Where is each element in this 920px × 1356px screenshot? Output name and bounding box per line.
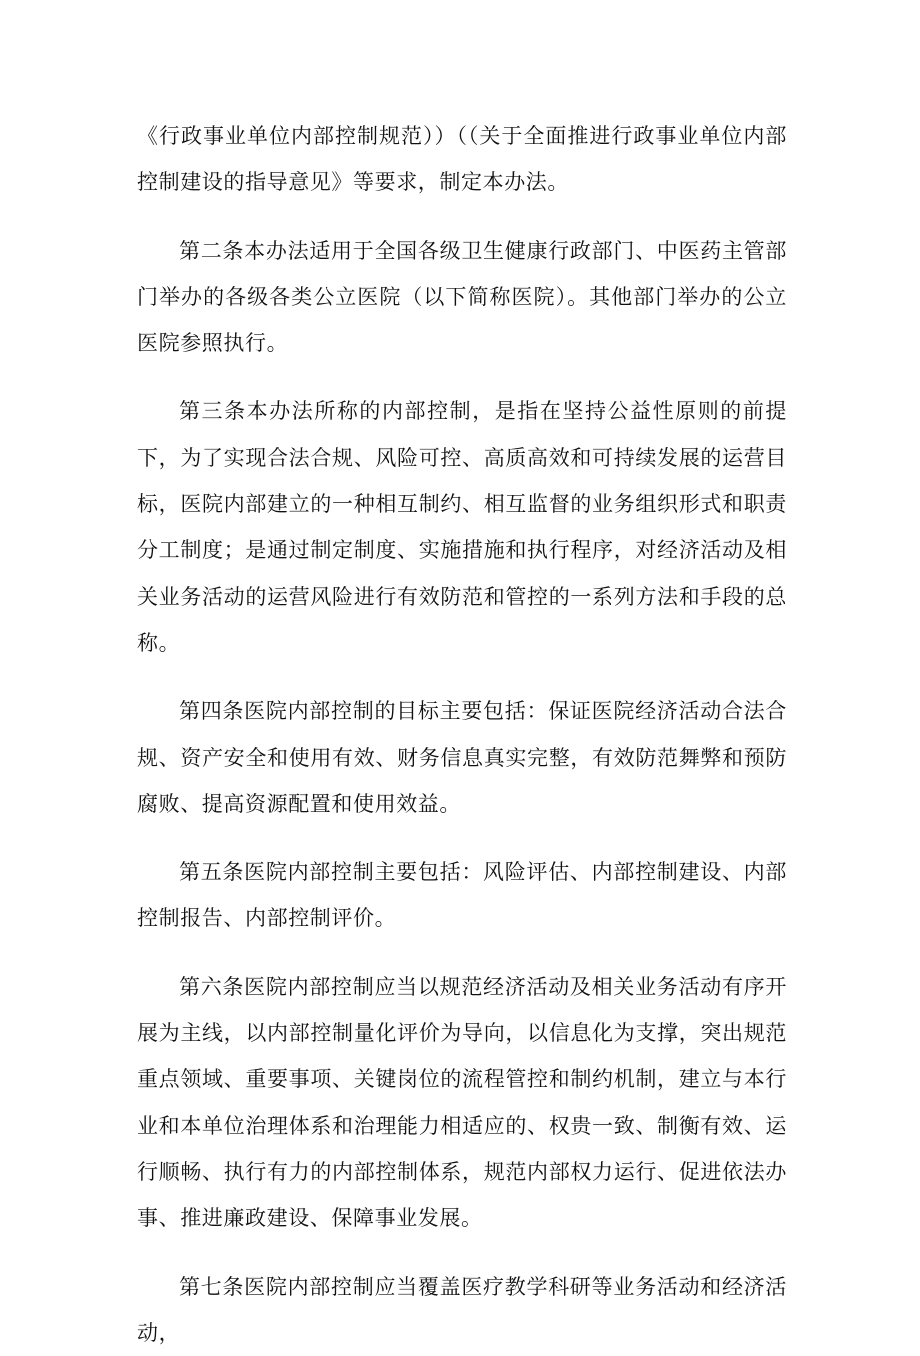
paragraph-article-4: 第四条医院内部控制的目标主要包括：保证医院经济活动合法合规、资产安全和使用有效、财务信息真实完整，有效防范舞弊和预防腐败、提高资源配置和使用效益。 xyxy=(137,699,787,816)
paragraph-article-7: 第七条医院内部控制应当覆盖医疗教学科研等业务活动和经济活动， xyxy=(137,1274,787,1345)
paragraph-article-2: 第二条本办法适用于全国各级卫生健康行政部门、中医药主管部门举办的各级各类公立医院（以下简称医院）。其他部门举办的公立医院参照执行。 xyxy=(137,238,787,356)
paragraph-article-6: 第六条医院内部控制应当以规范经济活动及相关业务活动有序开展为主线，以内部控制量化评价为导向，以信息化为支撑，突出规范重点领域、重要事项、关键岗位的流程管控和制约机制，建立与本行业和本单位治理体系和治理能力相适应的、权贵一致、制衡有效、运行顺畅、执行有力的内部控制体系，规范内部权力运行、促进依法办事、推进廉政建设、保障事业发展。 xyxy=(137,974,787,1231)
document-body xyxy=(137,113,787,1356)
paragraph-continuation: 《行政事业单位内部控制规范））（（关于全面推进行政事业单位内部控制建设的指导意见》等要求，制定本办法。 xyxy=(137,124,787,195)
paragraph-article-5: 第五条医院内部控制主要包括：风险评估、内部控制建设、内部控制报告、内部控制评价。 xyxy=(137,860,787,931)
paragraph-article-3: 第三条本办法所称的内部控制，是指在坚持公益性原则的前提下，为了实现合法合规、风险可控、高质高效和可持续发展的运营目标，医院内部建立的一种相互制约、相互监督的业务组织形式和职责分工制度；是通过制定制度、实施措施和执行程序，对经济活动及相关业务活动的运营风险进行有效防范和管控的一系列方法和手段的总称。 xyxy=(137,399,787,655)
